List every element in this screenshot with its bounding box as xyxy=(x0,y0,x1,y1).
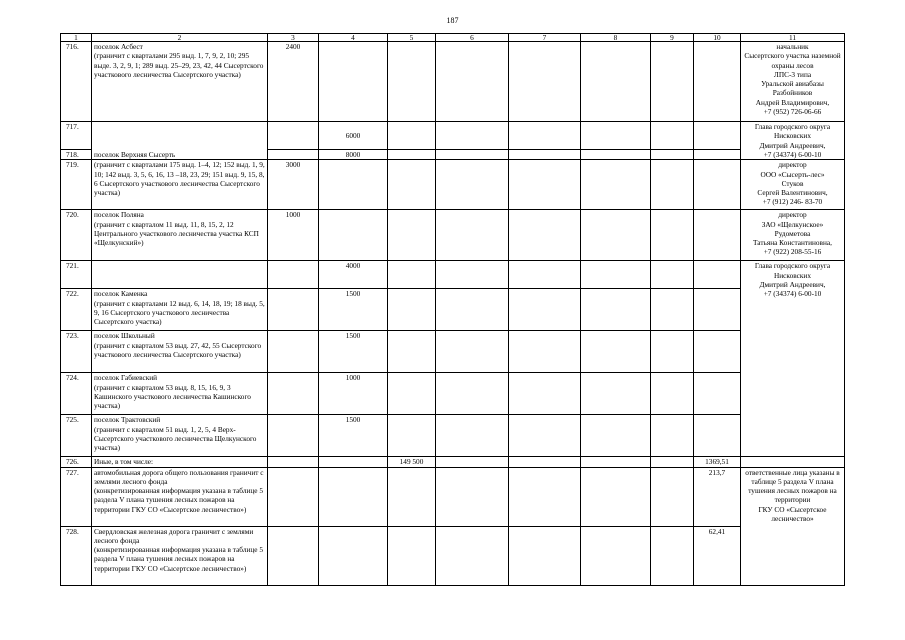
table-row xyxy=(61,526,845,585)
boundary-desc: (граничит с кварталами 175 выд. 1–4, 12; 152 выд. 1, 9, 10; 142 выд. 3, 5, 6, 16, 13 –18, 23, 29; 151 выд. 9, 15, 8, 6 Сысертского участкового лесничества Сысертского участка) xyxy=(92,160,268,210)
settlement-name: поселок Асбест xyxy=(94,42,143,51)
table-row xyxy=(61,261,845,289)
row-number: 721. xyxy=(61,261,92,289)
row-number: 726. xyxy=(61,457,92,467)
responsible-contact: директор ЗАО «Щелкунское» Рудометова Татьяна Константиновна, +7 (922) 208-55-16 xyxy=(741,210,845,261)
table-row xyxy=(61,331,845,373)
value-col4: 1500 xyxy=(319,415,388,457)
settlement-cell xyxy=(92,210,268,261)
value-col3: 3000 xyxy=(268,160,319,210)
col-header: 9 xyxy=(651,34,694,42)
table-row xyxy=(61,373,845,415)
settlement-name: поселок Верхняя Сысерть xyxy=(94,150,176,159)
responsible-contact: начальник Сысертского участка наземной охраны лесов ЛПС-3 типа Уральской авиабазы Разбойников Андрей Владимирович, +7 (952) 726-06-66 xyxy=(741,42,845,122)
responsible-contact: Глава городского округа Нисковских Дмитрий Андреевич, +7 (34374) 6-00-10 xyxy=(741,122,845,160)
column-header-row xyxy=(61,34,845,42)
settlement-cell xyxy=(92,331,268,373)
settlement-name: поселок Школьный xyxy=(94,331,155,341)
col-header: 8 xyxy=(581,34,651,42)
row-number: 727. xyxy=(61,467,92,526)
settlement-name: поселок Каменка xyxy=(94,289,148,299)
settlement-cell xyxy=(92,415,268,457)
col-header: 4 xyxy=(319,34,388,42)
table-row xyxy=(61,122,845,150)
value-col4: 1500 xyxy=(319,289,388,331)
col-header: 10 xyxy=(694,34,741,42)
settlement-name: поселок Поляна xyxy=(94,210,144,220)
col-header: 5 xyxy=(388,34,436,42)
row-number: 720. xyxy=(61,210,92,261)
value-col3: 1000 xyxy=(268,210,319,261)
boundary-desc: (граничит с кварталом 53 выд. 27, 42, 55 Сысертского участкового лесничества Сысертского участка) xyxy=(94,340,262,359)
table-row xyxy=(61,289,845,331)
responsible-contact: ответственные лица указаны в таблице 5 раздела V плана тушения лесных пожаров на территории ГКУ СО «Сысертское лесничество» xyxy=(741,467,845,585)
value-col4: 1500 xyxy=(319,331,388,373)
boundary-desc: Свердловская железная дорога граничит с землями лесного фонда (конкретизированная информация указана в таблице 5 раздела V плана тушения лесных пожаров на территории ГКУ СО «Сысертское лесничество») xyxy=(92,526,268,585)
col-header: 2 xyxy=(92,34,268,42)
table-row xyxy=(61,160,845,210)
table-row xyxy=(61,457,845,467)
row-number: 724. xyxy=(61,373,92,415)
col-header: 3 xyxy=(268,34,319,42)
row-number: 725. xyxy=(61,415,92,457)
col-header: 7 xyxy=(509,34,581,42)
value-col5: 149 500 xyxy=(388,457,436,467)
row-number: 719. xyxy=(61,160,92,210)
table-row xyxy=(61,210,845,261)
row-number: 717. xyxy=(61,122,92,150)
table-row xyxy=(61,42,845,122)
value-col4: 6000 xyxy=(319,122,388,150)
value-col4: 4000 xyxy=(319,261,388,289)
boundary-desc: автомобильная дорога общего пользования граничит с землями лесного фонда (конкретизированная информация указана в таблице 5 раздела V плана тушения лесных пожаров на территории ГКУ СО «Сысертское лесничество») xyxy=(92,467,268,526)
boundary-desc: (граничит с кварталом 53 выд. 8, 15, 16, 9, 3 Кашинского участкового лесничества Кашинского участка) xyxy=(94,382,251,411)
value-col3: 2400 xyxy=(268,42,319,122)
settlement-name: поселок Габиевский xyxy=(94,373,158,383)
settlement-name: поселок Трактовский xyxy=(94,415,161,425)
responsible-contact: директор ООО «Сысерть-лес» Стуков Сергей Валентинович, +7 (912) 246- 83-70 xyxy=(741,160,845,210)
boundary-desc: (граничит с кварталом 51 выд. 1, 2, 5, 4 Верх-Сысертского участкового лесничества Щелкунского участка) xyxy=(94,424,257,453)
value-col10: 62,41 xyxy=(694,526,741,585)
settlement-cell xyxy=(92,373,268,415)
col-header: 6 xyxy=(436,34,509,42)
settlement-name: Иные, в том числе: xyxy=(92,457,268,467)
row-number: 718. xyxy=(61,150,92,160)
settlement-cell xyxy=(92,289,268,331)
value-col4: 1000 xyxy=(319,373,388,415)
row-number: 728. xyxy=(61,526,92,585)
row-number: 716. xyxy=(61,42,92,122)
value-col10: 1369,51 xyxy=(694,457,741,467)
boundary-desc: (граничит с кварталами 12 выд. 6, 14, 18, 19; 18 выд. 5, 9, 16 Сысертского участкового лесничества Сысертского участка) xyxy=(94,298,265,327)
table-row xyxy=(61,415,845,457)
row-number: 722. xyxy=(61,289,92,331)
settlement-cell xyxy=(92,42,268,122)
page-number: 187 xyxy=(446,16,459,25)
col-header: 11 xyxy=(741,34,845,42)
col-header: 1 xyxy=(61,34,92,42)
table-row xyxy=(61,467,845,526)
responsible-contact: Глава городского округа Нисковских Дмитрий Андреевич, +7 (34374) 6-00-10 xyxy=(741,261,845,457)
boundary-desc: (граничит с кварталом 11 выд. 11, 8, 15, 2, 12 Центрального участкового лесничества участка КСП «Щелкунский») xyxy=(94,219,259,248)
value-col10: 213,7 xyxy=(694,467,741,526)
boundary-desc: (граничит с кварталами 295 выд. 1, 7, 9, 2, 10; 295 выде. 3, 2, 9, 1; 289 выд. 25–29, 23, 42, 44 Сысертского участкового лесничества Сысертского участка) xyxy=(94,51,264,79)
settlement-cell xyxy=(92,122,268,160)
row-number: 723. xyxy=(61,331,92,373)
value-col4: 8000 xyxy=(319,150,388,160)
fire-plan-table xyxy=(60,33,845,586)
